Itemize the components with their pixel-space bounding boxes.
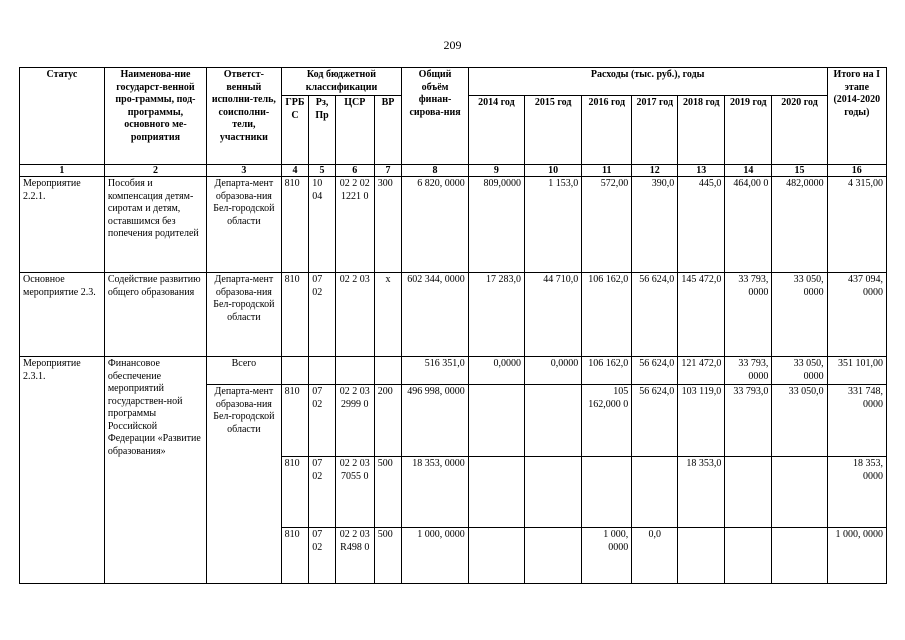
col-num: 4 <box>281 165 309 177</box>
row-2019: 464,00 0 <box>725 177 772 273</box>
row-2020: 482,0000 <box>772 177 827 273</box>
header-2018: 2018 год <box>678 96 725 165</box>
col-num: 5 <box>309 165 336 177</box>
row-csr: 02 2 03 <box>335 273 374 357</box>
row-rzpr: 07 02 <box>309 457 336 528</box>
row-csr: 02 2 03 2999 0 <box>335 385 374 457</box>
col-num: 7 <box>374 165 402 177</box>
row-status: Мероприятие 2.2.1. <box>20 177 105 273</box>
row-status: Основное мероприятие 2.3. <box>20 273 105 357</box>
row-grbs: 810 <box>281 273 309 357</box>
header-grbs: ГРБ С <box>281 96 309 165</box>
row-2019: 33 793,0 <box>725 385 772 457</box>
row-csr: 02 2 03 7055 0 <box>335 457 374 528</box>
header-2020: 2020 год <box>772 96 827 165</box>
row-name: Пособия и компенсация детям-сиротам и детям, оставшимся без попечения родителей <box>104 177 206 273</box>
row-2017: 390,0 <box>632 177 678 273</box>
header-2019: 2019 год <box>725 96 772 165</box>
budget-table <box>19 67 887 584</box>
row-rzpr: 07 02 <box>309 528 336 584</box>
row-vr: 500 <box>374 528 402 584</box>
table-row <box>20 177 887 273</box>
col-num: 3 <box>207 165 282 177</box>
col-num: 13 <box>678 165 725 177</box>
header-2016: 2016 год <box>582 96 632 165</box>
row-csr: 02 2 03 R498 0 <box>335 528 374 584</box>
row-2016: 572,00 <box>582 177 632 273</box>
row-2016: 105 162,000 0 <box>582 385 632 457</box>
row-responsible: Департа-мент образова-ния Бел-городской области <box>207 273 282 357</box>
header-responsible: Ответст-венный исполни-тель, соисполни-тели, участники <box>207 68 282 165</box>
table-row <box>20 357 887 385</box>
col-num: 6 <box>335 165 374 177</box>
row-vr: х <box>374 273 402 357</box>
header-status: Статус <box>20 68 105 165</box>
row-total: 1 000, 0000 <box>402 528 468 584</box>
row-2018: 145 472,0 <box>678 273 725 357</box>
row-vr: 500 <box>374 457 402 528</box>
row-2019: 33 793, 0000 <box>725 273 772 357</box>
row-2016: 106 162,0 <box>582 273 632 357</box>
row-2018: 121 472,0 <box>678 357 725 385</box>
row-stage: 4 315,00 <box>827 177 886 273</box>
row-status: Мероприятие 2.3.1. <box>20 357 105 584</box>
header-name: Наименова-ние государст-венной про-граммы, под-программы, основного ме-роприятия <box>104 68 206 165</box>
header-expenses: Расходы (тыс. руб.), годы <box>468 68 827 96</box>
row-2017: 56 624,0 <box>632 273 678 357</box>
row-rzpr: 07 02 <box>309 273 336 357</box>
row-2020: 33 050, 0000 <box>772 357 827 385</box>
row-responsible-all: Всего <box>207 357 282 385</box>
header-budget-code: Код бюджетной классификации <box>281 68 402 96</box>
row-grbs: 810 <box>281 177 309 273</box>
row-2015: 0,0000 <box>524 357 581 385</box>
row-responsible: Департа-мент образова-ния Бел-городской области <box>207 177 282 273</box>
row-2018: 18 353,0 <box>678 457 725 528</box>
header-2014: 2014 год <box>468 96 524 165</box>
row-2014: 17 283,0 <box>468 273 524 357</box>
row-name: Финансовое обеспечение мероприятий государствен-ной программы Российской Федерации «Развитие образования» <box>104 357 206 584</box>
header-2017: 2017 год <box>632 96 678 165</box>
row-total: 496 998, 0000 <box>402 385 468 457</box>
row-total: 602 344, 0000 <box>402 273 468 357</box>
header-csr: ЦСР <box>335 96 374 165</box>
page-number: 209 <box>443 38 462 52</box>
col-num: 1 <box>20 165 105 177</box>
column-numbers-row <box>20 165 887 177</box>
row-rzpr: 10 04 <box>309 177 336 273</box>
row-vr: 300 <box>374 177 402 273</box>
row-name: Содействие развитию общего образования <box>104 273 206 357</box>
row-responsible: Департа-мент образова-ния Бел-городской области <box>207 385 282 584</box>
row-2017: 56 624,0 <box>632 357 678 385</box>
row-rzpr: 07 02 <box>309 385 336 457</box>
col-num: 11 <box>582 165 632 177</box>
row-2020: 33 050,0 <box>772 385 827 457</box>
col-num: 16 <box>827 165 886 177</box>
row-2020: 33 050, 0000 <box>772 273 827 357</box>
row-2016: 106 162,0 <box>582 357 632 385</box>
row-stage: 331 748, 0000 <box>827 385 886 457</box>
row-total: 18 353, 0000 <box>402 457 468 528</box>
row-2014: 0,0000 <box>468 357 524 385</box>
row-grbs: 810 <box>281 528 309 584</box>
row-2017: 0,0 <box>632 528 678 584</box>
col-num: 8 <box>402 165 468 177</box>
row-2019: 33 793, 0000 <box>725 357 772 385</box>
row-2015: 44 710,0 <box>524 273 581 357</box>
col-num: 12 <box>632 165 678 177</box>
row-2018: 103 119,0 <box>678 385 725 457</box>
row-2015: 1 153,0 <box>524 177 581 273</box>
header-2015: 2015 год <box>524 96 581 165</box>
header-vr: ВР <box>374 96 402 165</box>
row-csr: 02 2 02 1221 0 <box>335 177 374 273</box>
col-num: 10 <box>524 165 581 177</box>
header-total-volume: Общий объём финан-сирова-ния <box>402 68 468 165</box>
col-num: 2 <box>104 165 206 177</box>
row-stage: 437 094, 0000 <box>827 273 886 357</box>
col-num: 15 <box>772 165 827 177</box>
row-total: 516 351,0 <box>402 357 468 385</box>
row-total: 6 820, 0000 <box>402 177 468 273</box>
row-2018: 445,0 <box>678 177 725 273</box>
row-grbs: 810 <box>281 385 309 457</box>
row-stage: 351 101,00 <box>827 357 886 385</box>
header-row-1 <box>20 68 887 96</box>
row-stage: 1 000, 0000 <box>827 528 886 584</box>
table-row <box>20 273 887 357</box>
row-stage: 18 353, 0000 <box>827 457 886 528</box>
header-rzpr: Рз, Пр <box>309 96 336 165</box>
header-total-stage: Итого на I этапе (2014-2020 годы) <box>827 68 886 165</box>
row-vr: 200 <box>374 385 402 457</box>
col-num: 9 <box>468 165 524 177</box>
row-2017: 56 624,0 <box>632 385 678 457</box>
row-2014: 809,0000 <box>468 177 524 273</box>
row-grbs: 810 <box>281 457 309 528</box>
row-2016: 1 000, 0000 <box>582 528 632 584</box>
col-num: 14 <box>725 165 772 177</box>
